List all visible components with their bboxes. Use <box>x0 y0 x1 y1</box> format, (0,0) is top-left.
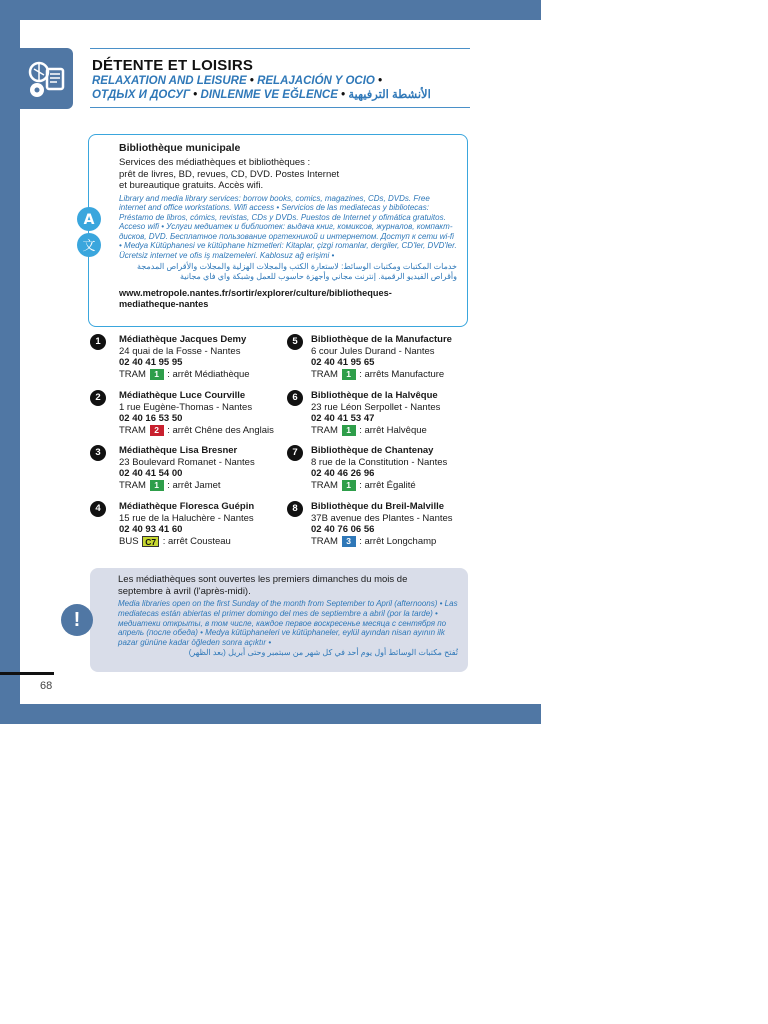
svg-text:文: 文 <box>82 239 96 254</box>
exclamation-icon: ! <box>61 604 93 636</box>
library-transit: TRAM 1 : arrêt Égalité <box>311 479 416 491</box>
library-name: Bibliothèque de la Halvêque <box>311 390 438 401</box>
library-transit: BUS C7 : arrêt Cousteau <box>119 535 231 547</box>
library-phone: 02 40 41 54 00 <box>119 468 183 480</box>
info-translations: Library and media library services: borrow books, comics, magazines, CDs, DVDs. Free internet and office workstations. Wifi access • Servicios de las mediatecas y bibliotecas: Préstamo de libros, cómics, revistas, CDs y DVDs. Puestos de Internet y ofimática gratuitos. Acceso wifi • Услуги медиатек и библиотек: выдача книг, комиксов, журналов, компакт-дисков, DVD. Бесплатное пользование оргтехникой и интернетом. Доступ к сети wi-fi • Medya Kütüphanesi ve kütüphane hizmetleri: Kitaplar, çizgi romanlar, dergiler, CD'ler, DVD'ler. Ücretsiz internet ve ofis iş malzemeleri. Kablosuz ağ erişimi • <box>119 193 457 261</box>
library-phone: 02 40 76 06 56 <box>311 524 375 536</box>
tram-line-badge: 2 <box>150 425 164 436</box>
info-description: Services des médiathèques et bibliothèques : prêt de livres, BD, revues, CD, DVD. Postes Internet et bureautique gratuits. Accès wifi. <box>119 157 340 191</box>
tram-line-badge: 1 <box>342 480 356 491</box>
opening-hours-notice <box>90 568 468 672</box>
library-entry <box>287 334 477 380</box>
library-address: 8 rue de la Constitution - Nantes <box>311 456 448 468</box>
library-address: 15 rue de la Haluchère - Nantes <box>119 512 254 524</box>
tram-line-badge: 1 <box>150 369 164 380</box>
library-entry <box>90 501 280 547</box>
tram-line-badge: 1 <box>342 369 356 380</box>
library-phone: 02 40 46 26 96 <box>311 468 375 480</box>
page-number: 68 <box>40 680 53 692</box>
library-phone: 02 40 41 53 47 <box>311 413 375 425</box>
section-header <box>90 48 470 108</box>
subtitle-line-1: RELAXATION AND LEISURE • RELAJACIÓN Y OCIO • <box>92 75 383 87</box>
library-name: Médiathèque Floresca Guépin <box>119 501 255 512</box>
library-entry <box>287 501 477 547</box>
library-number-badge: 8 <box>287 501 303 517</box>
library-transit: TRAM 3 : arrêt Longchamp <box>311 535 437 547</box>
library-number-badge: 7 <box>287 445 303 461</box>
tram-line-badge: 1 <box>150 480 164 491</box>
library-address: 1 rue Eugène-Thomas - Nantes <box>119 401 253 413</box>
library-address: 24 quai de la Fosse - Nantes <box>119 345 241 357</box>
library-entry <box>287 445 477 491</box>
library-number-badge: 1 <box>90 334 106 350</box>
library-name: Médiathèque Luce Courville <box>119 390 246 401</box>
page-frame-bottom <box>0 704 541 724</box>
library-phone: 02 40 93 41 60 <box>119 524 183 536</box>
library-transit: TRAM 1 : arrêt Médiathèque <box>119 368 250 380</box>
library-address: 6 cour Jules Durand - Nantes <box>311 345 435 357</box>
leisure-section-icon <box>20 48 73 109</box>
library-phone: 02 40 16 53 50 <box>119 413 183 425</box>
library-transit: TRAM 1 : arrêt Halvêque <box>311 424 427 436</box>
page-frame-top <box>0 0 541 20</box>
bus-line-badge: C7 <box>142 536 159 547</box>
notice-arabic: تُفتح مكتبات الوسائط أول يوم أحد في كل شهر من سبتمبر وحتى أبريل (بعد الظهر) <box>188 647 458 657</box>
info-arabic: خدمات المكتبات ومكتبات الوسائط: لاستعارة الكتب والمجلات الهزلية والمجلات والأقراص المدمجة وأقراص الفيديو الرقمية. إنترنت مجاني وأجهزة حاسوب للعمل وشبكة واي فاي مجانية <box>137 261 457 281</box>
library-info-box <box>88 134 468 327</box>
tram-line-badge: 3 <box>342 536 356 547</box>
library-number-badge: 5 <box>287 334 303 350</box>
library-phone: 02 40 41 95 95 <box>119 357 183 369</box>
library-number-badge: 4 <box>90 501 106 517</box>
library-phone: 02 40 41 95 65 <box>311 357 375 369</box>
library-number-badge: 3 <box>90 445 106 461</box>
library-name: Bibliothèque de Chantenay <box>311 445 434 456</box>
library-transit: TRAM 1 : arrêt Jamet <box>119 479 221 491</box>
library-name: Bibliothèque de la Manufacture <box>311 334 452 345</box>
leisure-icon <box>25 57 69 101</box>
library-entry <box>90 334 280 380</box>
library-transit: TRAM 2 : arrêt Chêne des Anglais <box>119 424 274 436</box>
library-entry <box>287 390 477 436</box>
tram-line-badge: 1 <box>342 425 356 436</box>
notice-main-text: Les médiathèques sont ouvertes les premiers dimanches du mois de septembre à avril (l'après-midi). <box>118 574 408 597</box>
library-transit: TRAM 1 : arrêts Manufacture <box>311 368 445 380</box>
library-address: 37B avenue des Plantes - Nantes <box>311 512 453 524</box>
library-entry <box>90 390 280 436</box>
library-name: Médiathèque Lisa Bresner <box>119 445 238 456</box>
info-title: Bibliothèque municipale <box>119 142 241 154</box>
library-number-badge: 6 <box>287 390 303 406</box>
translation-icon <box>74 205 104 260</box>
library-address: 23 rue Léon Serpollet - Nantes <box>311 401 441 413</box>
library-website-link[interactable]: www.metropole.nantes.fr/sortir/explorer/culture/bibliotheques- mediatheque-nantes <box>119 287 392 309</box>
page-frame-left <box>0 0 20 724</box>
page-title: DÉTENTE ET LOISIRS <box>92 57 254 74</box>
library-name: Bibliothèque du Breil-Malville <box>311 501 445 512</box>
library-address: 23 Boulevard Romanet - Nantes <box>119 456 255 468</box>
library-number-badge: 2 <box>90 390 106 406</box>
svg-text:A: A <box>83 212 95 228</box>
library-entry <box>90 445 280 491</box>
library-name: Médiathèque Jacques Demy <box>119 334 247 345</box>
notice-translations: Media libraries open on the first Sunday of the month from September to April (afternoons) • Las mediatecas están abiertas el primer domingo del mes de septiembre a abril (por la tarde) • медиатеки открыты, в том числе, каждое первое воскресенье месяца с сентября по апрель (после обеда) • Medya kütüphaneleri ve kütüphaneler, eylül ayından nisan ayının ilk pazar gününe kadar öğleden sonra açıktır • <box>118 599 458 648</box>
page-edge-divider <box>0 672 54 675</box>
subtitle-line-2: ОТДЫХ И ДОСУГ • DINLENME VE EĞLENCE • الأنشطة الترفيهية <box>92 89 431 101</box>
